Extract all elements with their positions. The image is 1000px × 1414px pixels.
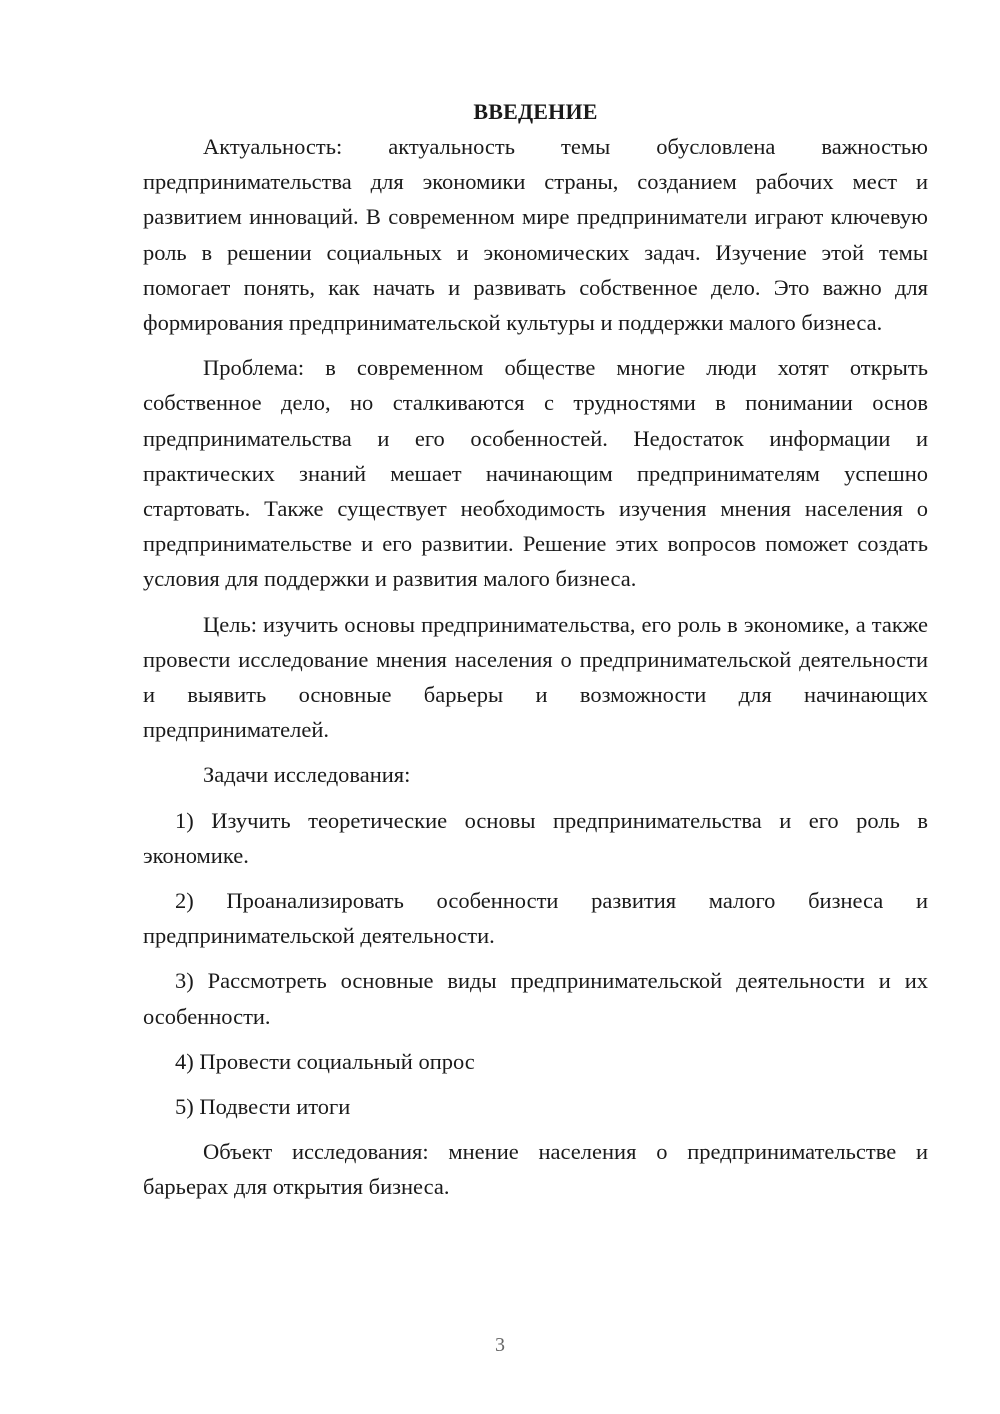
document-page	[143, 94, 928, 1205]
paragraph-relevance: Актуальность: актуальность темы обусловлена важностью предпринимательства для экономики страны, созданием рабочих мест и развитием инноваций. В современном мире предприниматели играют ключевую роль в решении социальных и экономических задач. Изучение этой темы помогает понять, как начать и развивать собственное дело. Это важно для формирования предпринимательской культуры и поддержки малого бизнеса.	[143, 134, 928, 336]
task-item-4: 4) Провести социальный опрос	[175, 1048, 475, 1074]
paragraph-goal: Цель: изучить основы предпринимательства, его роль в экономике, а также провести исследование мнения населения о предпринимательской деятельности и выявить основные барьеры и возможности для начинающих предпринимателей.	[143, 611, 928, 743]
task-item-3: 3) Рассмотреть основные виды предпринимательской деятельности и их особенности.	[143, 968, 928, 1029]
task-item-2: 2) Проанализировать особенности развития малого бизнеса и предпринимательской деятельности.	[143, 888, 928, 949]
page-number: 3	[495, 1334, 505, 1356]
paragraph-tasks-heading: Задачи исследования:	[203, 762, 411, 788]
document-title: ВВЕДЕНИЕ	[473, 99, 598, 124]
paragraph-object: Объект исследования: мнение населения о предпринимательстве и барьерах для открытия бизнеса.	[143, 1139, 928, 1200]
task-item-5: 5) Подвести итоги	[175, 1094, 351, 1120]
task-item-1: 1) Изучить теоретические основы предпринимательства и его роль в экономике.	[143, 807, 928, 868]
paragraph-problem: Проблема: в современном обществе многие люди хотят открыть собственное дело, но сталкиваются с трудностями в понимании основ предпринимательства и его особенностей. Недостаток информации и практических знаний мешает начинающим предпринимателям успешно стартовать. Также существует необходимость изучения мнения населения о предпринимательстве и его развитии. Решение этих вопросов поможет создать условия для поддержки и развития малого бизнеса.	[143, 355, 928, 592]
